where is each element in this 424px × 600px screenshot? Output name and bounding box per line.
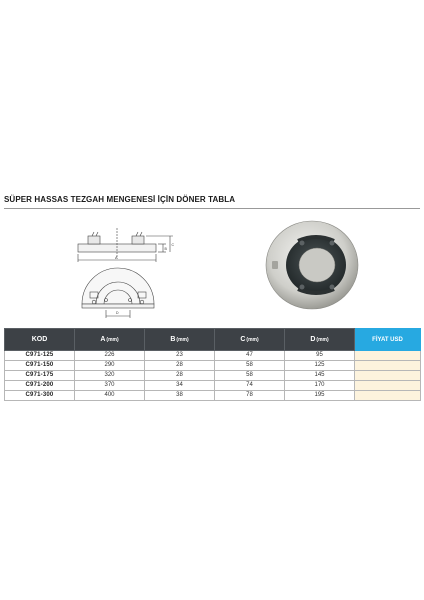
cell-kod: C971-300 — [5, 391, 75, 401]
dim-b-label: B — [164, 247, 167, 251]
cell-c: 58 — [215, 361, 285, 371]
cell-b: 34 — [145, 381, 215, 391]
table-header-row — [5, 329, 421, 351]
cell-d: 125 — [285, 361, 355, 371]
cell-price — [355, 391, 421, 401]
header-b: B(mm) — [145, 329, 215, 351]
cell-d: 170 — [285, 381, 355, 391]
cell-price — [355, 371, 421, 381]
table-row — [5, 351, 421, 361]
technical-drawing — [70, 222, 190, 322]
cell-c: 47 — [215, 351, 285, 361]
cell-c: 78 — [215, 391, 285, 401]
cell-a: 400 — [75, 391, 145, 401]
cell-kod: C971-200 — [5, 381, 75, 391]
cell-d: 195 — [285, 391, 355, 401]
title-divider — [4, 208, 420, 209]
header-price: FİYAT USD — [355, 329, 421, 351]
cell-c: 58 — [215, 371, 285, 381]
cell-a: 290 — [75, 361, 145, 371]
cell-kod: C971-150 — [5, 361, 75, 371]
cell-b: 23 — [145, 351, 215, 361]
cell-kod: C971-125 — [5, 351, 75, 361]
cell-c: 74 — [215, 381, 285, 391]
cell-b: 28 — [145, 361, 215, 371]
cell-a: 226 — [75, 351, 145, 361]
header-kod: KOD — [5, 329, 75, 351]
dim-d-label: D — [116, 311, 119, 315]
cell-a: 320 — [75, 371, 145, 381]
table-row — [5, 381, 421, 391]
table-row — [5, 361, 421, 371]
cell-a: 370 — [75, 381, 145, 391]
product-photo — [262, 213, 362, 313]
cell-price — [355, 381, 421, 391]
table-row — [5, 391, 421, 401]
header-c: C(mm) — [215, 329, 285, 351]
page-title: SÜPER HASSAS TEZGAH MENGENESİ İÇİN DÖNER TABLA — [4, 195, 236, 204]
cell-price — [355, 351, 421, 361]
dim-c-label: C — [171, 243, 175, 247]
cell-b: 38 — [145, 391, 215, 401]
header-d: D(mm) — [285, 329, 355, 351]
spec-table — [4, 328, 421, 401]
header-a: A(mm) — [75, 329, 145, 351]
cell-kod: C971-175 — [5, 371, 75, 381]
cell-price — [355, 361, 421, 371]
table-row — [5, 371, 421, 381]
cell-d: 95 — [285, 351, 355, 361]
cell-b: 28 — [145, 371, 215, 381]
cell-d: 145 — [285, 371, 355, 381]
dim-a-label: A — [115, 255, 118, 260]
